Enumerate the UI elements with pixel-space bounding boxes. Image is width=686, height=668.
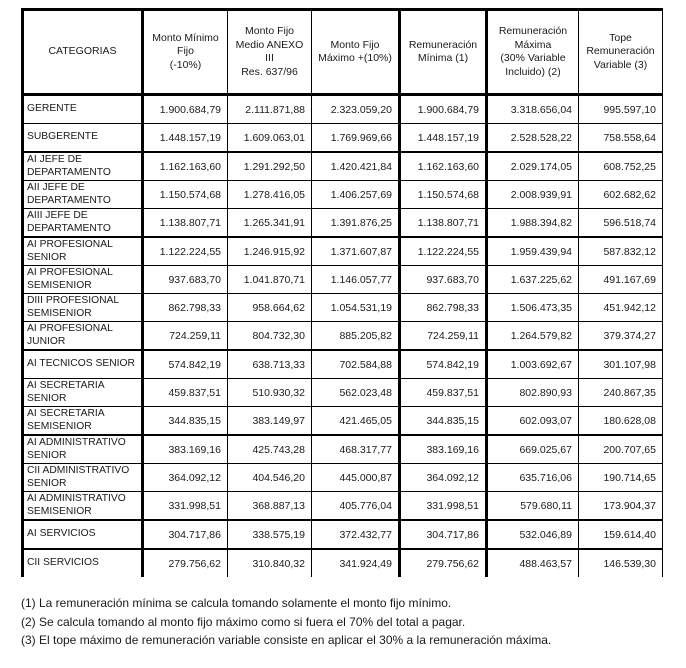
tope-remuneracion-variable-cell: 159.614,40 [579, 520, 663, 549]
remuneracion-maxima-cell: 1.264.579,82 [487, 322, 579, 351]
table-row [23, 520, 663, 549]
category-cell: AI JEFE DE DEPARTAMENTO [23, 152, 143, 181]
header-monto-minimo-fijo: Monto Mínimo Fijo (-10%) [143, 10, 228, 95]
remuneracion-minima-cell: 937.683,70 [400, 266, 487, 294]
remuneracion-maxima-cell: 802.890,93 [487, 379, 579, 407]
monto-minimo-fijo-cell: 459.837,51 [143, 379, 228, 407]
monto-minimo-fijo-cell: 364.092,12 [143, 464, 228, 492]
monto-minimo-fijo-cell: 937.683,70 [143, 266, 228, 294]
remuneracion-minima-cell: 1.448.157,19 [400, 124, 487, 153]
footnote-2: (2) Se calcula tomando al monto fijo máximo como si fuera el 70% del total a pagar. [21, 614, 466, 629]
monto-fijo-maximo-cell: 341.924,49 [312, 549, 400, 577]
tope-remuneracion-variable-cell: 379.374,27 [579, 322, 663, 351]
remuneracion-maxima-cell: 1.506.473,35 [487, 294, 579, 322]
monto-minimo-fijo-cell: 1.448.157,19 [143, 124, 228, 153]
tope-remuneracion-variable-cell: 608.752,25 [579, 152, 663, 181]
monto-fijo-medio-cell: 404.546,20 [228, 464, 312, 492]
remuneracion-maxima-cell: 2.008.939,91 [487, 181, 579, 209]
monto-fijo-maximo-cell: 1.769.969,66 [312, 124, 400, 153]
monto-fijo-maximo-cell: 2.323.059,20 [312, 95, 400, 124]
remuneracion-maxima-cell: 3.318.656,04 [487, 95, 579, 124]
table-row [23, 95, 663, 124]
remuneracion-maxima-cell: 635.716,06 [487, 464, 579, 492]
category-cell: AI ADMINISTRATIVO SEMISENIOR [23, 492, 143, 521]
table-row [23, 266, 663, 294]
remuneracion-maxima-cell: 2.029.174,05 [487, 152, 579, 181]
category-cell: AIII JEFE DE DEPARTAMENTO [23, 209, 143, 238]
table-row [23, 492, 663, 521]
monto-minimo-fijo-cell: 862.798,33 [143, 294, 228, 322]
remuneracion-maxima-cell: 1.003.692,67 [487, 350, 579, 379]
tope-remuneracion-variable-cell: 180.628,08 [579, 407, 663, 436]
monto-minimo-fijo-cell: 724.259,11 [143, 322, 228, 351]
table-body [23, 95, 663, 578]
table-row [23, 435, 663, 464]
tope-remuneracion-variable-cell: 190.714,65 [579, 464, 663, 492]
remuneracion-minima-cell: 862.798,33 [400, 294, 487, 322]
monto-fijo-maximo-cell: 405.776,04 [312, 492, 400, 521]
header-remuneracion-maxima: Remuneración Máxima (30% Variable Incluido) (2) [487, 10, 579, 95]
tope-remuneracion-variable-cell: 587.832,12 [579, 237, 663, 266]
tope-remuneracion-variable-cell: 491.167,69 [579, 266, 663, 294]
remuneracion-maxima-cell: 602.093,07 [487, 407, 579, 436]
tope-remuneracion-variable-cell: 200.707,65 [579, 435, 663, 464]
category-cell: DIII PROFESIONAL SEMISENIOR [23, 294, 143, 322]
monto-fijo-maximo-cell: 1.371.607,87 [312, 237, 400, 266]
tope-remuneracion-variable-cell: 995.597,10 [579, 95, 663, 124]
monto-fijo-medio-cell: 1.246.915,92 [228, 237, 312, 266]
category-cell: AI TECNICOS SENIOR [23, 350, 143, 379]
monto-minimo-fijo-cell: 1.138.807,71 [143, 209, 228, 238]
monto-fijo-maximo-cell: 1.146.057,77 [312, 266, 400, 294]
category-cell: CII SERVICIOS [23, 549, 143, 577]
table-header-row [23, 10, 663, 95]
monto-fijo-maximo-cell: 1.054.531,19 [312, 294, 400, 322]
remuneracion-maxima-cell: 1.959.439,94 [487, 237, 579, 266]
header-monto-fijo-maximo: Monto Fijo Máximo +(10%) [312, 10, 400, 95]
remuneracion-minima-cell: 459.837,51 [400, 379, 487, 407]
monto-minimo-fijo-cell: 1.162.163,60 [143, 152, 228, 181]
remuneracion-minima-cell: 279.756,62 [400, 549, 487, 577]
tope-remuneracion-variable-cell: 173.904,37 [579, 492, 663, 521]
category-cell: AI SECRETARIA SEMISENIOR [23, 407, 143, 436]
monto-fijo-maximo-cell: 702.584,88 [312, 350, 400, 379]
header-categorias: CATEGORIAS [23, 10, 143, 95]
monto-fijo-maximo-cell: 468.317,77 [312, 435, 400, 464]
monto-fijo-medio-cell: 1.265.341,91 [228, 209, 312, 238]
table-row [23, 237, 663, 266]
table-row [23, 152, 663, 181]
header-monto-fijo-medio: Monto Fijo Medio ANEXO III Res. 637/96 [228, 10, 312, 95]
monto-fijo-medio-cell: 1.278.416,05 [228, 181, 312, 209]
monto-fijo-medio-cell: 958.664,62 [228, 294, 312, 322]
header-remuneracion-minima: Remuneración Mínima (1) [400, 10, 487, 95]
remuneracion-minima-cell: 724.259,11 [400, 322, 487, 351]
footnote-1: (1) La remuneración mínima se calcula tomando solamente el monto fijo mínimo. [21, 596, 452, 610]
monto-fijo-medio-cell: 383.149,97 [228, 407, 312, 436]
footnotes [21, 594, 551, 650]
table-row [23, 124, 663, 153]
category-cell: SUBGERENTE [23, 124, 143, 153]
monto-fijo-medio-cell: 510.930,32 [228, 379, 312, 407]
remuneracion-minima-cell: 364.092,12 [400, 464, 487, 492]
table-row [23, 464, 663, 492]
footnote-3: (3) El tope máximo de remuneración variable consiste en aplicar el 30% a la remuneración máxima. [21, 633, 552, 647]
monto-minimo-fijo-cell: 344.835,15 [143, 407, 228, 436]
remuneracion-maxima-cell: 2.528.528,22 [487, 124, 579, 153]
remuneracion-minima-cell: 1.150.574,68 [400, 181, 487, 209]
table-row [23, 350, 663, 379]
monto-fijo-maximo-cell: 372.432,77 [312, 520, 400, 549]
monto-fijo-maximo-cell: 1.391.876,25 [312, 209, 400, 238]
remuneracion-maxima-cell: 488.463,57 [487, 549, 579, 577]
monto-minimo-fijo-cell: 1.900.684,79 [143, 95, 228, 124]
table-row [23, 294, 663, 322]
remuneracion-maxima-cell: 669.025,67 [487, 435, 579, 464]
table-row [23, 209, 663, 238]
monto-fijo-maximo-cell: 562.023,48 [312, 379, 400, 407]
monto-fijo-maximo-cell: 885.205,82 [312, 322, 400, 351]
monto-fijo-medio-cell: 1.041.870,71 [228, 266, 312, 294]
monto-minimo-fijo-cell: 304.717,86 [143, 520, 228, 549]
table-row [23, 181, 663, 209]
monto-minimo-fijo-cell: 383.169,16 [143, 435, 228, 464]
monto-minimo-fijo-cell: 1.122.224,55 [143, 237, 228, 266]
table-row [23, 407, 663, 436]
remuneracion-minima-cell: 1.122.224,55 [400, 237, 487, 266]
monto-fijo-medio-cell: 338.575,19 [228, 520, 312, 549]
category-cell: AII JEFE DE DEPARTAMENTO [23, 181, 143, 209]
remuneracion-maxima-cell: 1.988.394,82 [487, 209, 579, 238]
category-cell: AI SERVICIOS [23, 520, 143, 549]
monto-fijo-medio-cell: 310.840,32 [228, 549, 312, 577]
monto-fijo-medio-cell: 368.887,13 [228, 492, 312, 521]
monto-minimo-fijo-cell: 331.998,51 [143, 492, 228, 521]
category-cell: AI ADMINISTRATIVO SENIOR [23, 435, 143, 464]
remuneracion-minima-cell: 1.138.807,71 [400, 209, 487, 238]
monto-minimo-fijo-cell: 1.150.574,68 [143, 181, 228, 209]
monto-fijo-maximo-cell: 1.406.257,69 [312, 181, 400, 209]
monto-fijo-maximo-cell: 1.420.421,84 [312, 152, 400, 181]
monto-fijo-medio-cell: 1.609.063,01 [228, 124, 312, 153]
header-tope-remuneracion-variable: Tope Remuneración Variable (3) [579, 10, 663, 95]
remuneracion-minima-cell: 383.169,16 [400, 435, 487, 464]
monto-fijo-medio-cell: 638.713,33 [228, 350, 312, 379]
remuneracion-maxima-cell: 579.680,11 [487, 492, 579, 521]
remuneracion-minima-cell: 331.998,51 [400, 492, 487, 521]
remuneracion-minima-cell: 344.835,15 [400, 407, 487, 436]
remuneracion-maxima-cell: 532.046,89 [487, 520, 579, 549]
remuneracion-maxima-cell: 1.637.225,62 [487, 266, 579, 294]
monto-fijo-maximo-cell: 445.000,87 [312, 464, 400, 492]
monto-fijo-medio-cell: 2.111.871,88 [228, 95, 312, 124]
monto-fijo-medio-cell: 1.291.292,50 [228, 152, 312, 181]
monto-fijo-medio-cell: 425.743,28 [228, 435, 312, 464]
remuneracion-minima-cell: 574.842,19 [400, 350, 487, 379]
table-row [23, 549, 663, 577]
table-row [23, 322, 663, 351]
category-cell: AI SECRETARIA SENIOR [23, 379, 143, 407]
category-cell: AI PROFESIONAL SENIOR [23, 237, 143, 266]
tope-remuneracion-variable-cell: 602.682,62 [579, 181, 663, 209]
category-cell: CII ADMINISTRATIVO SENIOR [23, 464, 143, 492]
tope-remuneracion-variable-cell: 758.558,64 [579, 124, 663, 153]
table-row [23, 379, 663, 407]
category-cell: GERENTE [23, 95, 143, 124]
salary-table [21, 8, 663, 577]
monto-minimo-fijo-cell: 279.756,62 [143, 549, 228, 577]
monto-fijo-maximo-cell: 421.465,05 [312, 407, 400, 436]
remuneracion-minima-cell: 304.717,86 [400, 520, 487, 549]
tope-remuneracion-variable-cell: 146.539,30 [579, 549, 663, 577]
tope-remuneracion-variable-cell: 301.107,98 [579, 350, 663, 379]
monto-minimo-fijo-cell: 574.842,19 [143, 350, 228, 379]
remuneracion-minima-cell: 1.162.163,60 [400, 152, 487, 181]
remuneracion-minima-cell: 1.900.684,79 [400, 95, 487, 124]
tope-remuneracion-variable-cell: 451.942,12 [579, 294, 663, 322]
monto-fijo-medio-cell: 804.732,30 [228, 322, 312, 351]
tope-remuneracion-variable-cell: 240.867,35 [579, 379, 663, 407]
category-cell: AI PROFESIONAL SEMISENIOR [23, 266, 143, 294]
tope-remuneracion-variable-cell: 596.518,74 [579, 209, 663, 238]
category-cell: AI PROFESIONAL JUNIOR [23, 322, 143, 351]
